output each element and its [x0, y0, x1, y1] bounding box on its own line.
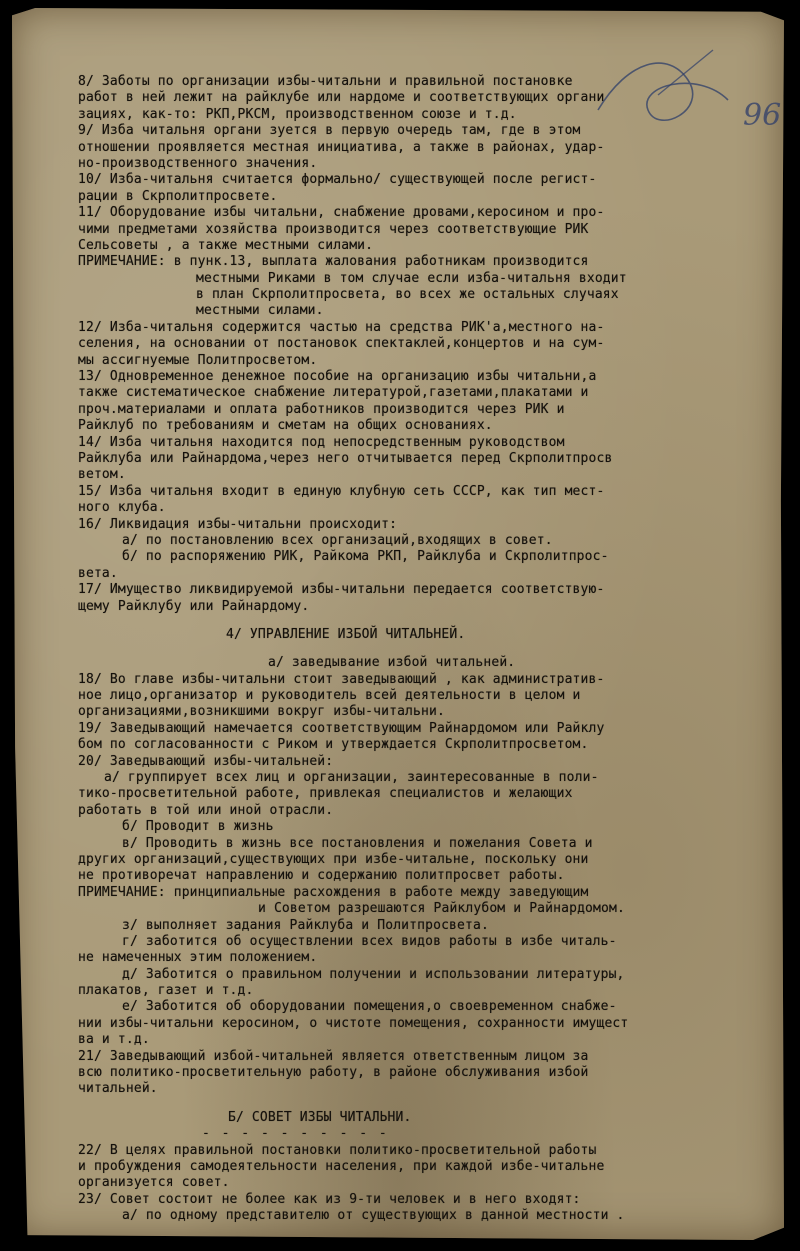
text-line: 8/ Заботы по организации избы-читальни и правильной постановке: [78, 74, 573, 89]
text-line: 13/ Одновременное денежное пособие на организацию избы читальни,а: [78, 369, 597, 385]
text-line: а/ по постановлению всех организаций,входящих в совет.: [122, 532, 553, 548]
text-line: работ в ней лежит на райклубе или нардоме и соответствующих органи: [78, 90, 605, 106]
text-line: ного клуба.: [78, 500, 166, 516]
text-line: проч.материалами и оплата работников производится через РИК и: [78, 401, 565, 417]
text-line: 15/ Изба читальня входит в единую клубную сеть СССР, как тип мест-: [78, 483, 605, 499]
text-line: в план Скрполитпросвета, во всех же остальных случаях: [196, 287, 619, 303]
text-line: з/ выполняет задания Райклуба и Политпросвета.: [122, 917, 489, 933]
text-line: ПРИМЕЧАНИЕ: принципиальные расхождения в работе между заведующим: [78, 884, 589, 900]
text-line: селения, на основании от постановок спектаклей,концертов и на сум-: [78, 336, 605, 352]
paragraphs-part3: [78, 1143, 758, 1225]
text-line: Райклуба или Райнардома,через него отчитывается перед Скрполитпросв: [78, 450, 613, 466]
section-heading-4: 4/ УПРАВЛЕНИЕ ИЗБОЙ ЧИТАЛЬНЕЙ.: [226, 626, 466, 642]
text-line: вета.: [78, 565, 118, 581]
text-line: но-производственного значения.: [78, 155, 318, 171]
text-line: отношении проявляется местная инициатива, а также в районах, удар-: [78, 139, 605, 155]
text-line: 11/ Оборудование избы читальни, снабжение дровами,керосином и про-: [78, 205, 605, 221]
text-line: также систематическое снабжение литературой,газетами,плакатами и: [78, 385, 589, 401]
text-line: бом по согласованности с Риком и утверждается Скрполитпросветом.: [78, 737, 589, 753]
text-line: в/ Проводить в жизнь все постановления и пожелания Совета и: [122, 835, 593, 851]
text-line: плакатов, газет и т.д.: [78, 983, 254, 999]
text-line: ПРИМЕЧАНИЕ: в пунк.13, выплата жалования работникам производится: [78, 254, 589, 270]
text-line: всю политико-просветительную работу, в районе обслуживания избой: [78, 1065, 589, 1081]
text-line: организациями,возникшими вокруг избы-читальни.: [78, 704, 445, 720]
text-line: 10/ Изба-читальня считается формально/ существующей после регист-: [78, 172, 597, 188]
text-line: нии избы-читальни керосином, о чистоте помещения, сохранности имущест: [78, 1015, 629, 1031]
text-line: мы ассигнуемые Политпросветом.: [78, 352, 318, 368]
section-heading-b: Б/ СОВЕТ ИЗБЫ ЧИТАЛЬНИ.: [228, 1109, 412, 1125]
text-line: ва и т.д.: [78, 1032, 150, 1048]
text-line: не противоречат направлению и содержанию политпросвет работы.: [78, 868, 565, 884]
text-line: 12/ Изба-читальня содержится частью на средства РИК'а,местного на-: [78, 319, 605, 335]
text-line: 18/ Во главе избы-читальни стоит заведывающий , как административ-: [78, 671, 605, 687]
text-line: 21/ Заведывающий избой-читальней является ответственным лицом за: [78, 1048, 589, 1064]
text-line: 23/ Совет состоит не более как из 9-ти человек и в него входят:: [78, 1191, 581, 1207]
text-line: организуется совет.: [78, 1175, 230, 1191]
text-line: ное лицо,организатор и руководитель всей деятельности в целом и: [78, 688, 581, 704]
text-line: читальней.: [78, 1081, 158, 1097]
heading-underline: - - - - - - - - - -: [202, 1126, 389, 1142]
subsection-heading-a: а/ заведывание избой читальней.: [268, 655, 516, 671]
text-line: г/ заботится об осуществлении всех видов работы в избе читаль-: [122, 933, 617, 949]
text-line: а/ группирует всех лиц и организации, заинтересованные в поли-: [104, 770, 599, 786]
text-line: 20/ Заведывающий избы-читальней:: [78, 753, 334, 769]
text-line: работать в той или иной отрасли.: [78, 802, 334, 818]
text-line: 14/ Изба читальня находится под непосредственным руководством: [78, 434, 565, 450]
text-line: щему Райклубу или Райнардому.: [78, 598, 310, 614]
page-number-handwritten: 96: [743, 98, 782, 133]
text-line: ветом.: [78, 467, 126, 483]
paragraphs-part2: [78, 672, 758, 1098]
text-line: 17/ Имущество ликвидируемой избы-читальни передается соответствую-: [78, 582, 605, 598]
text-line: 22/ В целях правильной постановки политико-просветительной работы: [78, 1142, 597, 1158]
text-line: д/ Заботится о правильном получении и использовании литературы,: [122, 966, 625, 982]
text-line: не намеченных этим положением.: [78, 950, 318, 966]
text-line: Райклуб по требованиям и сметам на общих основаниях.: [78, 418, 493, 434]
text-line: 19/ Заведывающий намечается соответствующим Райнардомом или Райклу: [78, 720, 605, 736]
text-line: 9/ Изба читальня органи зуется в первую очередь там, где в этом: [78, 123, 581, 139]
text-line: 16/ Ликвидация избы-читальни происходит:: [78, 516, 398, 532]
text-line: Сельсоветы , а также местными силами.: [78, 237, 374, 253]
text-line: местными Риками в том случае если изба-читальня входит: [196, 270, 627, 286]
text-line: а/ по одному представителю от существующих в данной местности .: [122, 1208, 625, 1224]
text-line: тико-просветительной работе, привлекая специалистов и желающих: [78, 786, 573, 802]
text-line: других организаций,существующих при избе-читальне, поскольку они: [78, 851, 589, 867]
paragraphs-part1: [78, 74, 758, 615]
text-line: рации в Скрполитпросвете.: [78, 188, 278, 204]
text-line: б/ Проводит в жизнь: [122, 819, 274, 835]
text-line: и пробуждения самодеятельности населения, при каждой избе-читальне: [78, 1159, 605, 1174]
text-line: б/ по распоряжению РИК, Райкома РКП, Райклуба и Скрполитпрос-: [122, 549, 609, 565]
document-body: [78, 74, 758, 1225]
text-line: местными силами.: [196, 303, 324, 319]
text-line: и Советом разрешаются Райклубом и Райнардомом.: [258, 901, 625, 917]
text-line: чими предметами хозяйства производится через соответствующие РИК: [78, 221, 589, 237]
text-line: зациях, как-то: РКП,РКСМ, производственном союзе и т.д.: [78, 106, 517, 122]
text-line: е/ Заботится об оборудовании помещения,о своевременном снабже-: [122, 999, 617, 1015]
